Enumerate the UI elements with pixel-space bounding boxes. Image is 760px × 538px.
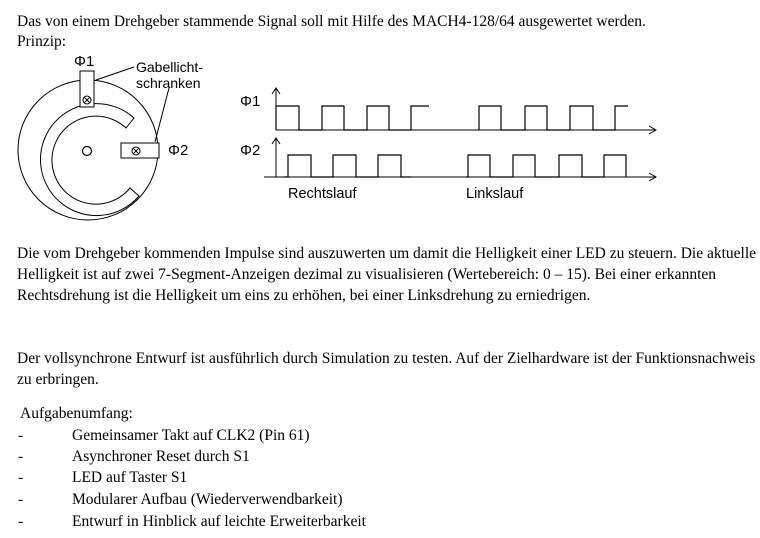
task-text: Modularer Aufbau (Wiederverwendbarkeit): [72, 491, 343, 508]
description-paragraph-2: Der vollsynchrone Entwurf ist ausführlich durch Simulation zu testen. Auf der Zielhardware ist der Funktionsnachweis zu erbringen.: [17, 350, 756, 388]
phi1-waveform-2: [479, 106, 628, 130]
task-bullet: -: [18, 513, 24, 530]
task-text: LED auf Taster S1: [72, 469, 188, 486]
task-heading: Aufgabenumfang:: [20, 405, 133, 422]
intro-line: Das von einem Drehgeber stammende Signal soll mit Hilfe des MACH4-128/64 ausgewertet werden.: [17, 13, 646, 30]
task-bullet: -: [18, 448, 24, 465]
phi1-waveform: [276, 106, 429, 130]
phi2-waveform: [284, 155, 411, 177]
sensor-phi1-box: [80, 71, 94, 107]
wave-phi2-label: Φ2: [240, 142, 261, 159]
waveform-diagram: [236, 82, 666, 210]
label-leader-2: [155, 88, 169, 142]
right-rotation-label: Rechtslauf: [288, 186, 357, 202]
left-rotation-label: Linkslauf: [466, 186, 524, 202]
description-paragraph-1: Die vom Drehgeber kommenden Impulse sind auszuwerten um damit die Helligkeit einer LED zu steuern. Die aktuelle Helligkeit ist auf zwei 7-Segment-Anzeigen dezimal zu visualisieren (Wertebereich: 0 – 15). Bei einer erkannten Rechtsdrehung ist die Helligkeit um eins zu erhöhen, bei einer Linksdrehung zu erniedrigen.: [17, 245, 757, 304]
sensor-label-2: schranken: [136, 75, 201, 91]
task-text: Gemeinsamer Takt auf CLK2 (Pin 61): [72, 427, 310, 444]
phi1-label: Φ1: [74, 53, 95, 70]
phi2-label: Φ2: [168, 142, 189, 159]
task-text: Entwurf in Hinblick auf leichte Erweiterbarkeit: [72, 513, 366, 530]
encoder-axis: [83, 147, 92, 156]
wave-phi1-label: Φ1: [240, 93, 261, 110]
phi2-waveform-2: [466, 155, 626, 177]
encoder-diagram: [0, 48, 240, 223]
encoder-slot-arc: [40, 104, 139, 216]
task-bullet: -: [18, 427, 24, 444]
principle-label: Prinzip:: [17, 33, 67, 50]
task-bullet: -: [18, 469, 24, 486]
task-bullet: -: [18, 491, 24, 508]
task-text: Asynchroner Reset durch S1: [72, 448, 250, 465]
label-leader-1: [96, 67, 134, 80]
sensor-label-1: Gabellicht-: [136, 59, 203, 75]
